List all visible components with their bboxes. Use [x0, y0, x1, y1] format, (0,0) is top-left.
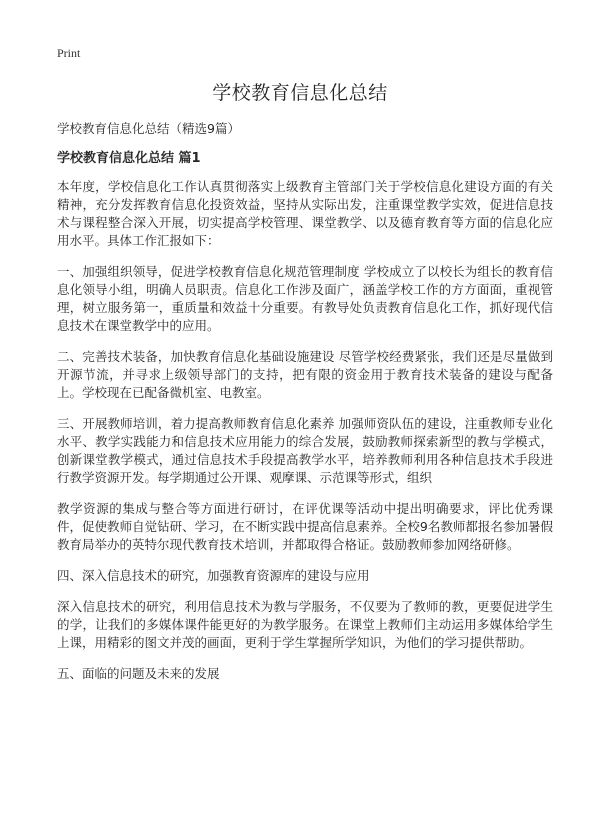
paragraph: 五、面临的问题及未来的发展 [57, 666, 220, 681]
page-title: 学校教育信息化总结 [212, 82, 388, 104]
document-body [57, 120, 553, 696]
paragraph: 二、完善技术装备，加快教育信息化基础设施建设 尽管学校经费紧张，我们还是尽量做到开源节流，并寻求上级领导部门的支持，把有限的资金用于教育技术装备的建设与配备上。学校现在已配备微机室、电教室。 [57, 349, 553, 400]
paragraph: 教学资源的集成与整合等方面进行研讨，在评优课等活动中提出明确要求，评比优秀课件，促使教师自觉钻研、学习，在不断实践中提高信息素养。全校9名教师都报名参加暑假教育局举办的英特尔现代教育技术培训，并都取得合格证。鼓励教师参加网络研修。 [57, 501, 553, 552]
paragraph: 三、开展教师培训，着力提高教师教育信息化素养 加强师资队伍的建设，注重教师专业化水平、教学实践能力和信息技术应用能力的综合发展，鼓励教师探索新型的教与学模式，创新课堂教学模式，通过信息技术手段提高教学水平，培养教师利用各种信息技术手段进行教学资源开发。每学期通过公开课、观摩课、示范课等形式，组织 [57, 416, 553, 485]
paragraph: 深入信息技术的研究，利用信息技术为教与学服务，不仅要为了教师的教，更要促进学生的学，让我们的多媒体课件能更好的为教学服务。在课堂上教师们主动运用多媒体给学生上课，用精彩的图文并茂的画面，更利于学生掌握所学知识，为他们的学习提供帮助。 [57, 599, 553, 650]
paragraph: 四、深入信息技术的研究，加强教育资源库的建设与应用 [57, 568, 370, 583]
paragraph: 一、加强组织领导，促进学校教育信息化规范管理制度 学校成立了以校长为组长的教育信息化领导小组，明确人员职责。信息化工作涉及面广，涵盖学校工作的方方面面，重视管理，树立服务第一，重质量和效益十分重要。有教导处负责教育信息化工作，抓好现代信息技术在课堂教学中的应用。 [57, 264, 553, 333]
document-subtitle: 学校教育信息化总结（精选9篇） [57, 121, 240, 136]
section-heading: 学校教育信息化总结 篇1 [57, 151, 201, 166]
paragraph: 本年度，学校信息化工作认真贯彻落实上级教育主管部门关于学校信息化建设方面的有关精神，充分发挥教育信息化投资效益，坚持从实际出发，注重课堂教学实效，促进信息技术与课程整合深入开展，切实提高学校管理、课堂教学、以及德育教育等方面的信息化应用水平。具体工作汇报如下： [57, 179, 553, 248]
print-link[interactable]: Print [57, 46, 81, 60]
